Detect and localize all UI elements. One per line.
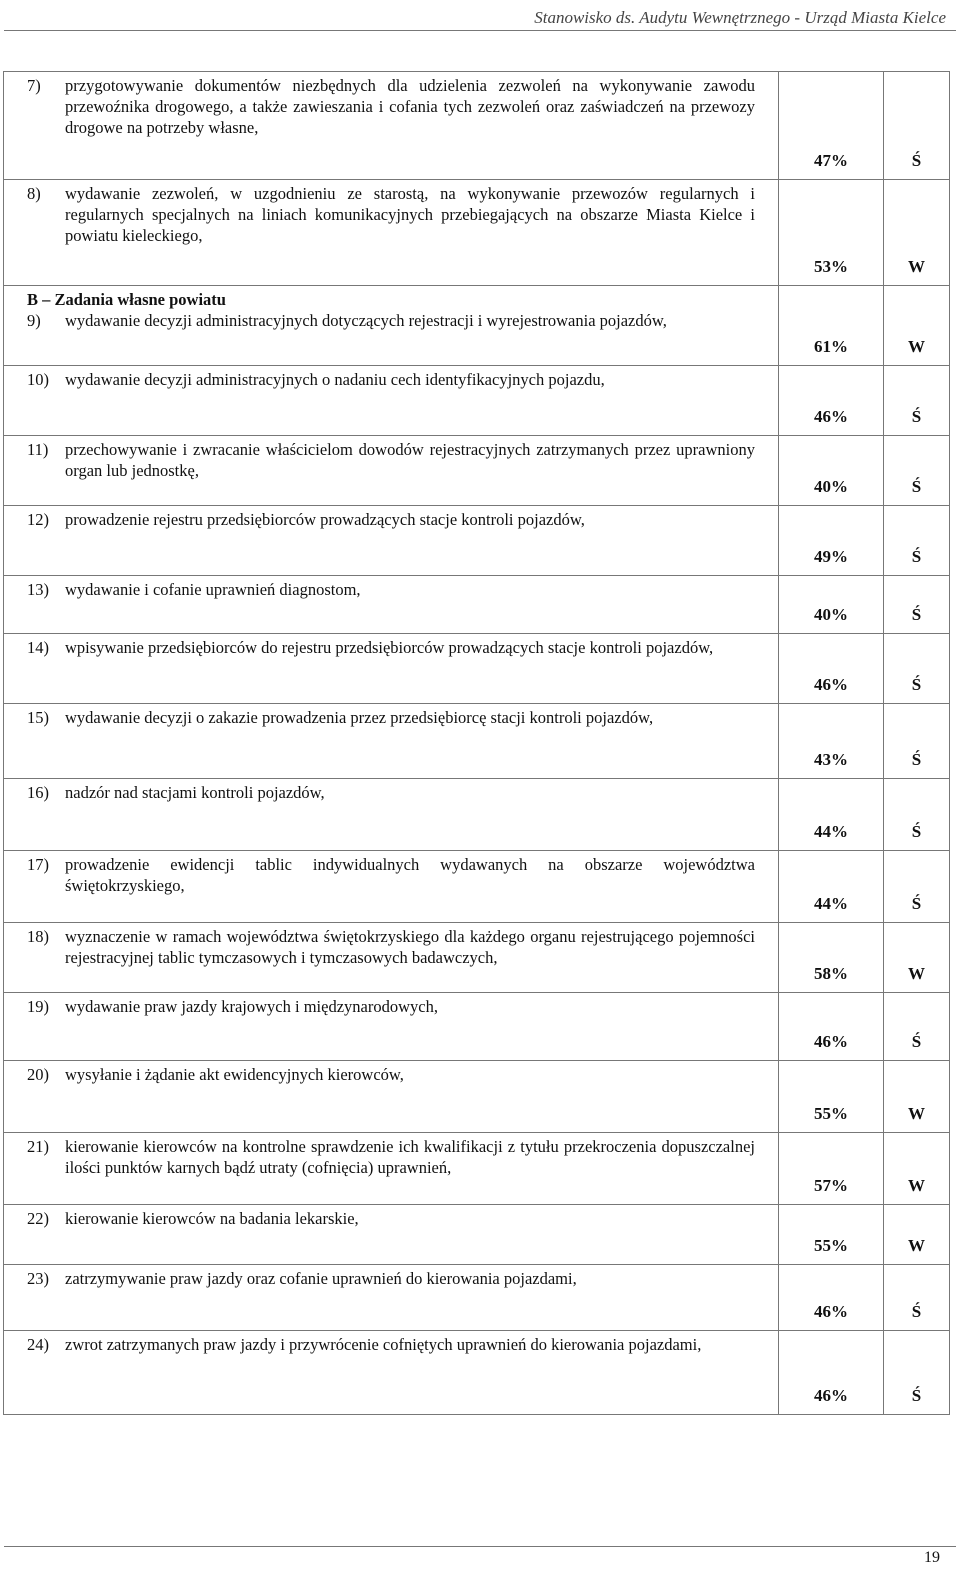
task-description-cell [4, 634, 779, 704]
table-row [4, 436, 950, 506]
item-number: 21) [27, 1137, 49, 1156]
page-number: 19 [924, 1549, 940, 1566]
list-item [27, 439, 755, 481]
table-row [4, 704, 950, 779]
risk-level-cell: Ś [884, 72, 950, 180]
risk-level-cell: Ś [884, 1265, 950, 1331]
risk-level-cell: W [884, 1061, 950, 1133]
task-description-cell [4, 180, 779, 286]
item-number: 7) [27, 76, 41, 95]
item-text: wydawanie praw jazdy krajowych i międzynarodowych, [65, 997, 438, 1016]
item-text: wydawanie decyzji administracyjnych dotyczących rejestracji i wyrejestrowania pojazdów, [65, 311, 667, 330]
task-description-cell [4, 1061, 779, 1133]
section-title: B – Zadania własne powiatu [27, 290, 226, 309]
risk-level-cell: Ś [884, 366, 950, 436]
item-number: 13) [27, 580, 49, 599]
task-description-cell [4, 923, 779, 993]
list-item [27, 782, 755, 803]
task-description-cell [4, 851, 779, 923]
task-description-cell [4, 1331, 779, 1415]
list-item [27, 75, 755, 138]
item-text: wydawanie i cofanie uprawnień diagnostom, [65, 580, 361, 599]
item-text: przygotowywanie dokumentów niezbędnych dla udzielenia zezwoleń na wykonywanie zawodu przewoźnika drogowego, a także zawieszania i cofania tych zezwoleń oraz zaświadczeń na przewozy drogowe na potrzeby własne, [65, 76, 755, 137]
list-item [27, 1208, 755, 1229]
percent-cell: 44% [779, 779, 884, 851]
footer-rule [4, 1546, 956, 1547]
percent-cell: 57% [779, 1133, 884, 1205]
percent-cell: 43% [779, 704, 884, 779]
table-row [4, 72, 950, 180]
task-description-cell [4, 1133, 779, 1205]
list-item [27, 1136, 755, 1178]
table-row [4, 1061, 950, 1133]
list-item [27, 996, 755, 1017]
risk-level-cell: Ś [884, 779, 950, 851]
task-description-cell [4, 72, 779, 180]
item-text: kierowanie kierowców na badania lekarskie, [65, 1209, 359, 1228]
table-row [4, 1265, 950, 1331]
task-description-cell [4, 779, 779, 851]
table-row [4, 923, 950, 993]
table-row [4, 180, 950, 286]
risk-level-cell: W [884, 286, 950, 366]
item-text: nadzór nad stacjami kontroli pojazdów, [65, 783, 325, 802]
item-text: wyznaczenie w ramach województwa świętokrzyskiego dla każdego organu rejestrującego pojemności rejestracyjnej tablic tymczasowych i tymczasowych badawczych, [65, 927, 755, 967]
item-text: przechowywanie i zwracanie właścicielom dowodów rejestracyjnych zatrzymanych przez uprawniony organ lub jednostkę, [65, 440, 755, 480]
item-text: kierowanie kierowców na kontrolne sprawdzenie ich kwalifikacji z tytułu przekroczenia dopuszczalnej ilości punktów karnych bądź utraty (cofnięcia) uprawnień, [65, 1137, 755, 1177]
item-number: 10) [27, 370, 49, 389]
percent-cell: 49% [779, 506, 884, 576]
percent-cell: 61% [779, 286, 884, 366]
item-number: 23) [27, 1269, 49, 1288]
list-item [27, 509, 755, 530]
list-item [27, 369, 755, 390]
table-row [4, 1205, 950, 1265]
table-row [4, 993, 950, 1061]
item-text: wpisywanie przedsiębiorców do rejestru przedsiębiorców prowadzących stacje kontroli pojazdów, [65, 638, 714, 657]
item-text: zwrot zatrzymanych praw jazdy i przywrócenie cofniętych uprawnień do kierowania pojazdami, [65, 1335, 702, 1354]
risk-level-cell: Ś [884, 851, 950, 923]
item-number: 9) [27, 311, 41, 330]
task-description-cell [4, 704, 779, 779]
item-number: 18) [27, 927, 49, 946]
list-item [27, 926, 755, 968]
task-description-cell [4, 576, 779, 634]
risk-level-cell: W [884, 1205, 950, 1265]
item-number: 22) [27, 1209, 49, 1228]
risk-level-cell: Ś [884, 576, 950, 634]
list-item [27, 1064, 755, 1085]
table-row [4, 576, 950, 634]
risk-level-cell: W [884, 180, 950, 286]
item-text: wydawanie decyzji administracyjnych o nadaniu cech identyfikacyjnych pojazdu, [65, 370, 605, 389]
list-item [27, 183, 755, 246]
item-text: wysyłanie i żądanie akt ewidencyjnych kierowców, [65, 1065, 404, 1084]
list-item [27, 1268, 755, 1289]
item-number: 8) [27, 184, 41, 203]
table-row [4, 506, 950, 576]
item-number: 19) [27, 997, 49, 1016]
list-item [27, 310, 755, 331]
risk-level-cell: Ś [884, 436, 950, 506]
table-row [4, 366, 950, 436]
percent-cell: 46% [779, 1331, 884, 1415]
risk-level-cell: W [884, 923, 950, 993]
table-row [4, 851, 950, 923]
item-text: wydawanie zezwoleń, w uzgodnieniu ze starostą, na wykonywanie przewozów regularnych i regularnych specjalnych na liniach komunikacyjnych przebiegających na obszarze Miasta Kielce i powiatu kieleckiego, [65, 184, 755, 245]
percent-cell: 46% [779, 634, 884, 704]
table-row [4, 286, 950, 366]
item-number: 17) [27, 855, 49, 874]
task-description-cell [4, 436, 779, 506]
task-description-cell [4, 506, 779, 576]
task-description-cell [4, 286, 779, 366]
risk-level-cell: Ś [884, 993, 950, 1061]
percent-cell: 55% [779, 1061, 884, 1133]
table-row [4, 779, 950, 851]
item-text: prowadzenie ewidencji tablic indywidualnych wydawanych na obszarze województwa świętokrzyskiego, [65, 855, 755, 895]
table-row [4, 1133, 950, 1205]
task-description-cell [4, 993, 779, 1061]
risk-level-cell: W [884, 1133, 950, 1205]
item-number: 20) [27, 1065, 49, 1084]
risk-level-cell: Ś [884, 1331, 950, 1415]
item-text: prowadzenie rejestru przedsiębiorców prowadzących stacje kontroli pojazdów, [65, 510, 585, 529]
list-item [27, 637, 755, 658]
item-text: zatrzymywanie praw jazdy oraz cofanie uprawnień do kierowania pojazdami, [65, 1269, 577, 1288]
tasks-table [3, 71, 950, 1415]
percent-cell: 40% [779, 436, 884, 506]
task-description-cell [4, 366, 779, 436]
item-text: wydawanie decyzji o zakazie prowadzenia przez przedsiębiorcę stacji kontroli pojazdów, [65, 708, 654, 727]
list-item [27, 579, 755, 600]
percent-cell: 53% [779, 180, 884, 286]
percent-cell: 40% [779, 576, 884, 634]
table-row [4, 1331, 950, 1415]
item-number: 12) [27, 510, 49, 529]
tasks-table-body [4, 72, 950, 1415]
item-number: 15) [27, 708, 49, 727]
risk-level-cell: Ś [884, 704, 950, 779]
risk-level-cell: Ś [884, 506, 950, 576]
percent-cell: 46% [779, 366, 884, 436]
task-description-cell [4, 1205, 779, 1265]
table-row [4, 634, 950, 704]
list-item [27, 707, 755, 728]
item-number: 14) [27, 638, 49, 657]
percent-cell: 46% [779, 993, 884, 1061]
list-item [27, 854, 755, 896]
percent-cell: 46% [779, 1265, 884, 1331]
percent-cell: 44% [779, 851, 884, 923]
percent-cell: 58% [779, 923, 884, 993]
risk-level-cell: Ś [884, 634, 950, 704]
item-number: 11) [27, 440, 49, 459]
item-number: 16) [27, 783, 49, 802]
task-description-cell [4, 1265, 779, 1331]
list-item [27, 1334, 755, 1355]
item-number: 24) [27, 1335, 49, 1354]
header-rule [4, 30, 956, 31]
percent-cell: 47% [779, 72, 884, 180]
percent-cell: 55% [779, 1205, 884, 1265]
running-header: Stanowisko ds. Audytu Wewnętrznego - Urząd Miasta Kielce [534, 8, 946, 27]
